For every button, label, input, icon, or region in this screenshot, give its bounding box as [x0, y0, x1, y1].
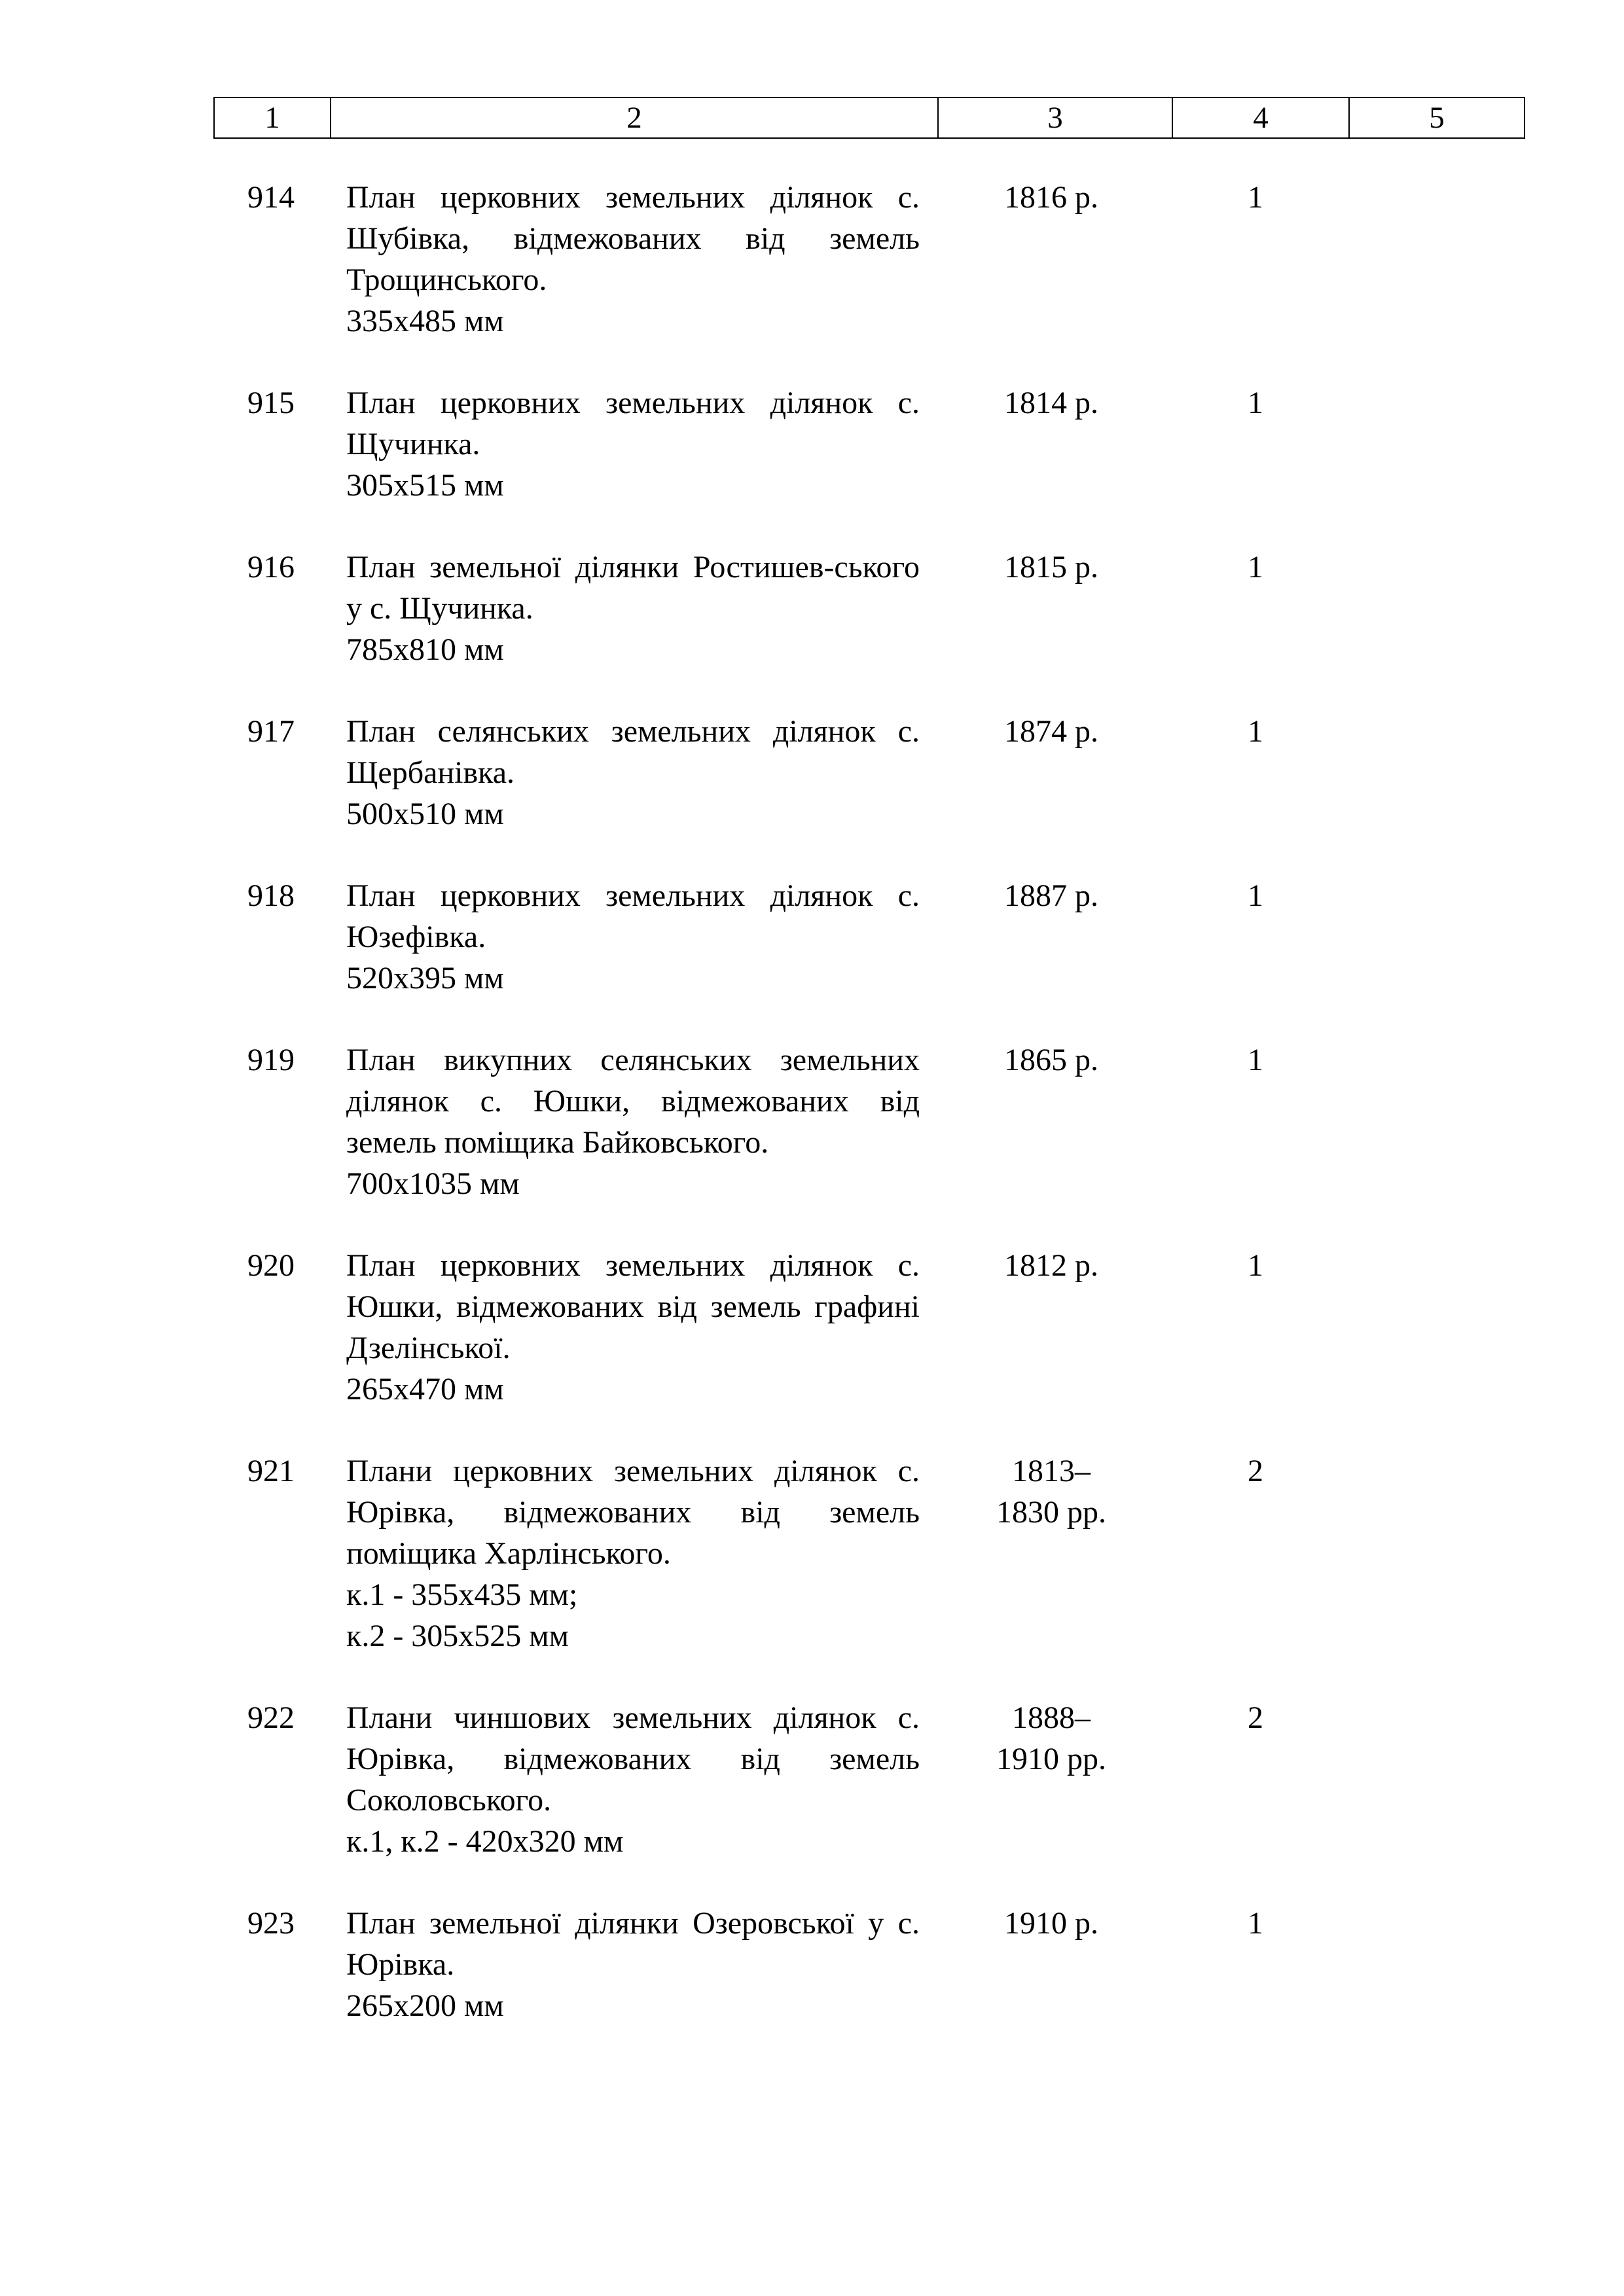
record-description [346, 1450, 920, 1657]
record-title: Плани чиншових земельних ділянок с. Юрівка, відмежованих від земель Соколовського. [346, 1700, 920, 1818]
record-number: 920 [247, 1248, 295, 1283]
column-header-2: 2 [331, 98, 938, 138]
record-918 [0, 875, 1624, 999]
record-title: План церковних земельних ділянок с. Юшки, відмежованих від земель графині Дзелінської. [346, 1248, 920, 1365]
record-size: к.1, к.2 - 420х320 мм [346, 1824, 624, 1859]
record-title: План земельної ділянки Озеровської у с. Юрівка. [346, 1906, 920, 1982]
record-919 [0, 1039, 1624, 1204]
record-count: 1 [1248, 386, 1263, 420]
record-date: 1812 р. [1004, 1248, 1098, 1283]
record-date: 1887 р. [1004, 878, 1098, 913]
record-size: 520х395 мм [346, 961, 504, 996]
record-size: 335х485 мм [346, 304, 504, 338]
column-header-1: 1 [214, 98, 331, 138]
record-922 [0, 1697, 1624, 1862]
record-count: 1 [1248, 550, 1263, 584]
records-list [0, 177, 1624, 2067]
record-description [346, 1903, 920, 2026]
record-date-start: 1813– [1012, 1454, 1091, 1488]
record-914 [0, 177, 1624, 342]
record-description [346, 1039, 920, 1204]
record-count: 1 [1248, 180, 1263, 215]
record-date: 1814 р. [1004, 386, 1098, 420]
column-header-table [213, 97, 1525, 139]
record-count: 1 [1248, 714, 1263, 749]
record-count: 1 [1248, 878, 1263, 913]
record-title: План селянських земельних ділянок с. Щербанівка. [346, 714, 920, 790]
record-description [346, 1697, 920, 1862]
record-title: План викупних селянських земельних ділянок с. Юшки, відмежованих від земель поміщика Байковського. [346, 1043, 920, 1160]
record-number: 917 [247, 714, 295, 749]
record-size: 785х810 мм [346, 632, 504, 667]
record-size-sheet-1: к.1 - 355х435 мм; [346, 1577, 578, 1612]
column-header-5: 5 [1349, 98, 1525, 138]
record-title: План церковних земельних ділянок с. Юзефівка. [346, 878, 920, 954]
record-description [346, 382, 920, 506]
record-923 [0, 1903, 1624, 2026]
record-number: 918 [247, 878, 295, 913]
record-916 [0, 547, 1624, 670]
record-number: 919 [247, 1043, 295, 1077]
record-description [346, 547, 920, 670]
record-date [935, 1697, 1168, 1780]
record-count: 2 [1248, 1700, 1263, 1735]
record-date-end: 1910 рр. [996, 1742, 1106, 1776]
record-description [346, 711, 920, 834]
column-header-3: 3 [938, 98, 1172, 138]
record-size: 500х510 мм [346, 797, 504, 831]
record-number: 915 [247, 386, 295, 420]
column-header-4: 4 [1172, 98, 1349, 138]
record-date: 1874 р. [1004, 714, 1098, 749]
record-size-sheet-2: к.2 - 305х525 мм [346, 1619, 569, 1653]
record-915 [0, 382, 1624, 506]
record-description [346, 177, 920, 342]
record-count: 1 [1248, 1043, 1263, 1077]
record-number: 923 [247, 1906, 295, 1941]
record-count: 1 [1248, 1248, 1263, 1283]
record-title: План церковних земельних ділянок с. Щучинка. [346, 386, 920, 461]
record-title: Плани церковних земельних ділянок с. Юрівка, відмежованих від земель поміщика Харлінського. [346, 1454, 920, 1571]
column-header-row [214, 98, 1525, 138]
record-size: 265х200 мм [346, 1988, 504, 2023]
record-number: 914 [247, 180, 295, 215]
record-number: 916 [247, 550, 295, 584]
record-date: 1865 р. [1004, 1043, 1098, 1077]
record-date [935, 1450, 1168, 1533]
record-count: 2 [1248, 1454, 1263, 1488]
record-size: 700х1035 мм [346, 1166, 520, 1201]
record-date-end: 1830 рр. [996, 1495, 1106, 1530]
record-920 [0, 1245, 1624, 1410]
record-size: 265х470 мм [346, 1372, 504, 1407]
record-date: 1910 р. [1004, 1906, 1098, 1941]
record-921 [0, 1450, 1624, 1657]
record-date: 1815 р. [1004, 550, 1098, 584]
record-size: 305х515 мм [346, 468, 504, 503]
record-description [346, 1245, 920, 1410]
record-description [346, 875, 920, 999]
record-917 [0, 711, 1624, 834]
record-title: План церковних земельних ділянок с. Шубівка, відмежованих від земель Трощинського. [346, 180, 920, 297]
record-count: 1 [1248, 1906, 1263, 1941]
record-title: План земельної ділянки Ростишев-ського у с. Щучинка. [346, 550, 920, 626]
record-number: 921 [247, 1454, 295, 1488]
record-date: 1816 р. [1004, 180, 1098, 215]
record-number: 922 [247, 1700, 295, 1735]
record-date-start: 1888– [1012, 1700, 1091, 1735]
